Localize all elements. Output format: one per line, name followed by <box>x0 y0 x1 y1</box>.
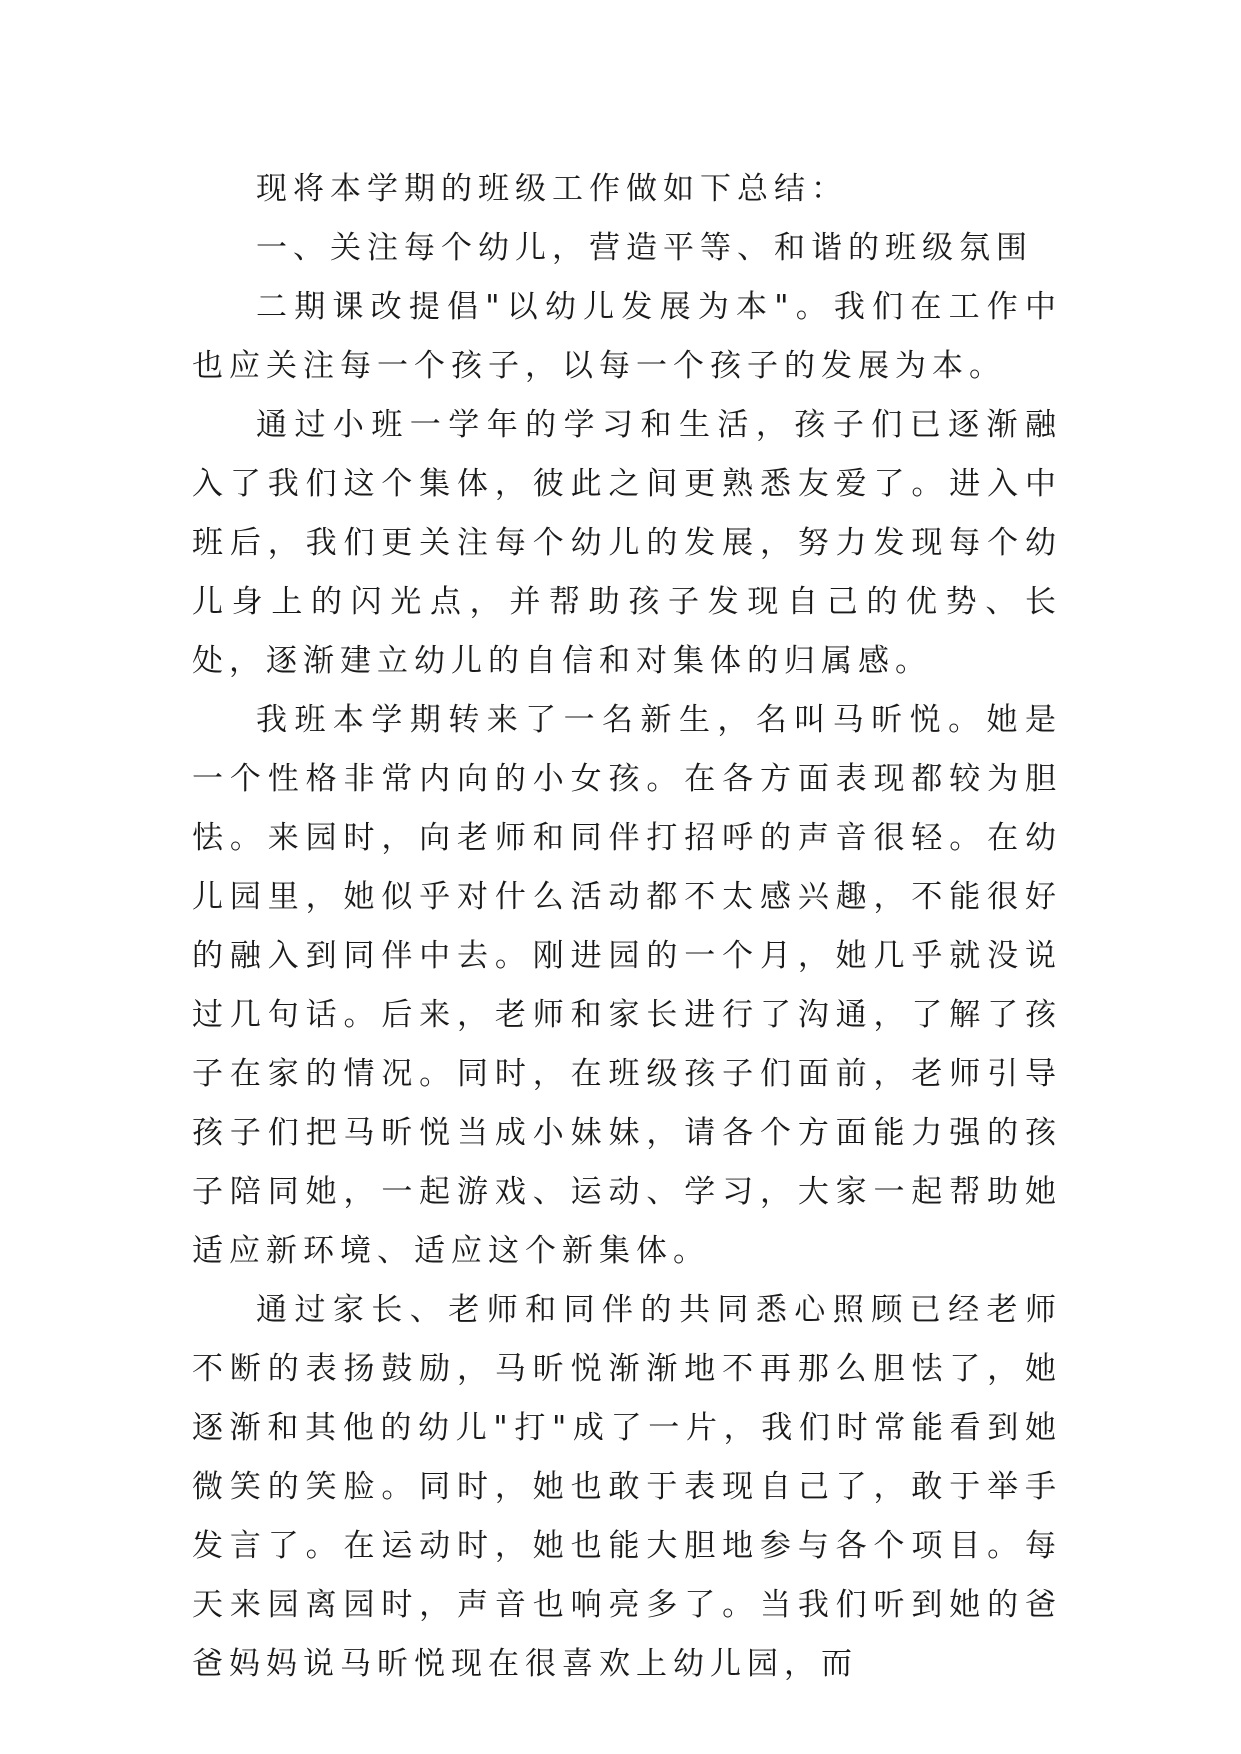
paragraph: 二期课改提倡"以幼儿发展为本"。我们在工作中也应关注每一个孩子，以每一个孩子的发展为本。 <box>192 289 1062 384</box>
paragraph: 通过小班一学年的学习和生活，孩子们已逐渐融入了我们这个集体，彼此之间更熟悉友爱了。进入中班后，我们更关注每个幼儿的发展，努力发现每个幼儿身上的闪光点，并帮助孩子发现自己的优势、长处，逐渐建立幼儿的自信和对集体的归属感。 <box>192 407 1062 679</box>
paragraph-intro: 现将本学期的班级工作做如下总结： <box>256 171 848 207</box>
section-heading: 一、关注每个幼儿，营造平等、和谐的班级氛围 <box>256 230 1033 266</box>
document-body <box>192 160 1062 1694</box>
paragraph: 通过家长、老师和同伴的共同悉心照顾已经老师不断的表扬鼓励，马昕悦渐渐地不再那么胆怯了，她逐渐和其他的幼儿"打"成了一片，我们时常能看到她微笑的笑脸。同时，她也敢于表现自己了，敢于举手发言了。在运动时，她也能大胆地参与各个项目。每天来园离园时，声音也响亮多了。当我们听到她的爸爸妈妈说马昕悦现在很喜欢上幼儿园，而 <box>192 1292 1062 1682</box>
paragraph: 我班本学期转来了一名新生，名叫马昕悦。她是一个性格非常内向的小女孩。在各方面表现都较为胆怯。来园时，向老师和同伴打招呼的声音很轻。在幼儿园里，她似乎对什么活动都不太感兴趣，不能很好的融入到同伴中去。刚进园的一个月，她几乎就没说过几句话。后来，老师和家长进行了沟通，了解了孩子在家的情况。同时，在班级孩子们面前，老师引导孩子们把马昕悦当成小妹妹，请各个方面能力强的孩子陪同她，一起游戏、运动、学习，大家一起帮助她适应新环境、适应这个新集体。 <box>192 702 1062 1269</box>
